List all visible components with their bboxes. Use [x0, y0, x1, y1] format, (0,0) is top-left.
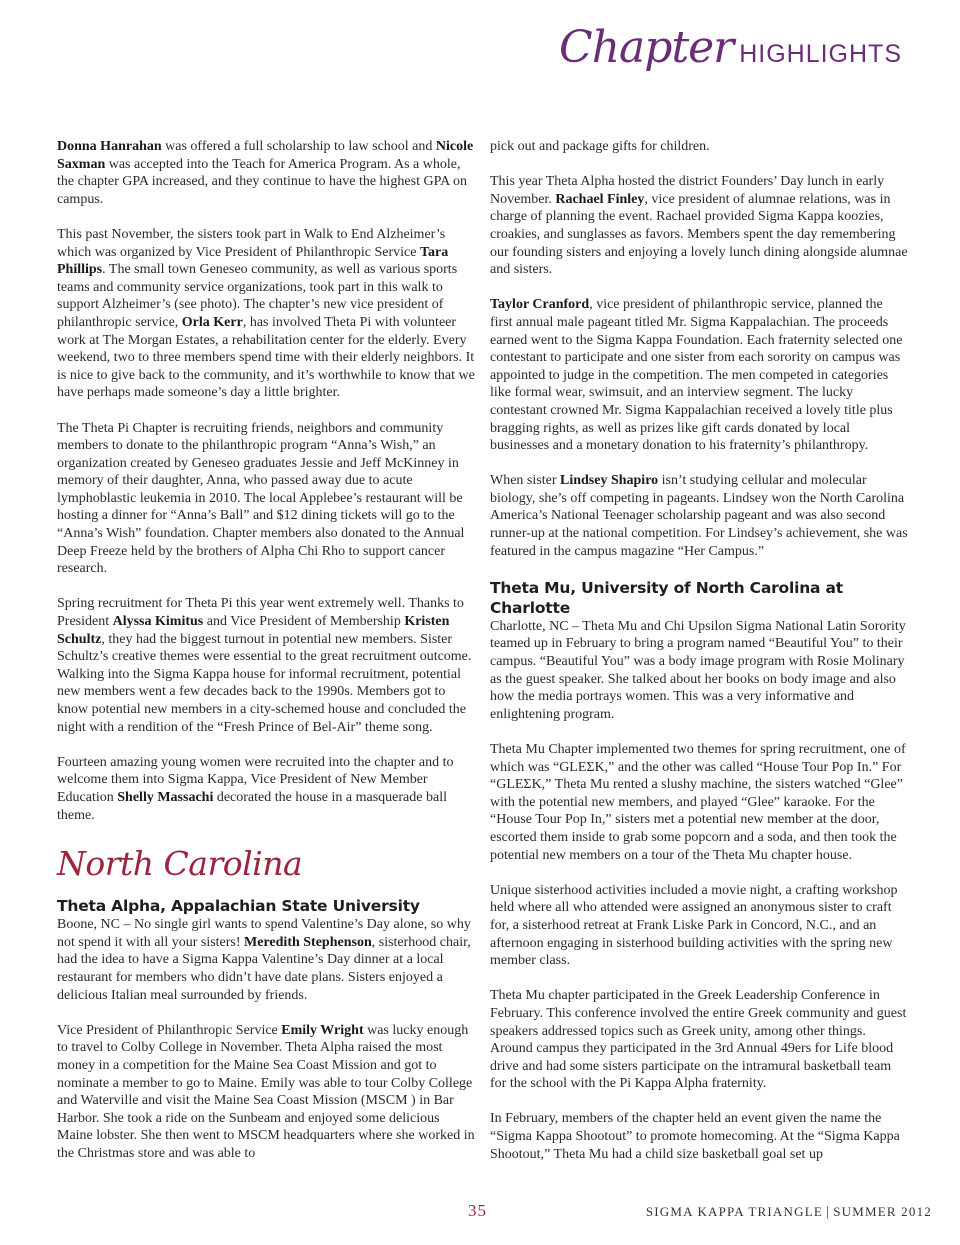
- person-name: Rachael Finley: [555, 191, 645, 207]
- paragraph: [57, 1022, 475, 1163]
- person-name: Emily Wright: [281, 1022, 364, 1038]
- right-column: [490, 138, 908, 1163]
- person-name: Kristen Schultz: [57, 614, 450, 647]
- paragraph: [57, 595, 475, 736]
- paragraph: Charlotte, NC – Theta Mu and Chi Upsilon Sigma National Latin Sorority teamed up in February to bring a program named “Beautiful You” to their campus. “Beautiful You” was a body image program with Rosie Molinary as the guest speaker. She talked about her books on body image and also how the media portrays women. This was a very informative and enlightening program.: [490, 618, 906, 722]
- page-number: 35: [468, 1201, 487, 1220]
- person-name: Orla Kerr: [181, 314, 243, 330]
- person-name: Donna Hanrahan: [57, 139, 162, 154]
- chapter-subheading: Theta Mu, University of North Carolina at Charlotte: [490, 578, 843, 617]
- paragraph: [490, 296, 908, 454]
- text-run: Boone, NC – No single girl wants to spend Valentine’s Day alone, so why not spend it with all your sisters!: [57, 917, 471, 950]
- chapter-subheading: Theta Alpha, Appalachian State University: [57, 897, 420, 916]
- text-run: , has involved Theta Pi with volunteer work at The Morgan Estates, a rehabilitation center for the elderly. Every weekend, two to three members spend time with their elderly neighbors. It is nice to give back to the community, and it’s worthwhile to know that we have perhaps made someone’s day a little brighter.: [57, 314, 475, 401]
- footer-separator: |: [825, 1204, 831, 1220]
- left-column: [57, 138, 475, 1162]
- text-run: , vice president of philanthropic service, planned the first annual male pageant titled Mr. Sigma Kappalachian. The proceeds earned went to the Sigma Kappa Foundation. Each fraternity selected one contestant to participate and one sister from each sorority on campus was appointed to judge in the competition. The men competed in categories like formal wear, swimsuit, and an interview segment. The lucky contestant crowned Mr. Sigma Kappalachian received a lovely title plus bragging rights, as well as prizes like gift cards donated by local businesses and a monetary donation to his fraternity’s philanthropy.: [490, 297, 903, 454]
- person-name: Meredith Stephenson: [244, 934, 372, 950]
- text-run: was lucky enough to travel to Colby College in November. Theta Alpha raised the most money in a competition for the Maine Sea Coast Mission and got to nominate a member to go to Maine. Emily was able to tour Colby College and Waterville and visit the Maine Sea Coast Mission (MSCM ) in Bar Harbor. She took a ride on the Sunbeam and enjoyed some delicious Maine lobster. She then went to MSCM headquarters where she worked in the Christmas store and was able to: [57, 1022, 475, 1161]
- text-run: This year Theta Alpha hosted the district Founders’ Day lunch in early November.: [490, 174, 885, 207]
- person-name: Tara Phillips: [57, 244, 449, 278]
- paragraph: Theta Mu chapter participated in the Greek Leadership Conference in February. This conference involved the entire Greek community and guest speakers addressed topics such as Greek unity, among other things. Around campus they participated in the 3rd Annual 49ers for Life blood drive and had some sisters participate on the intramural basketball team for the school with the Pi Kappa Alpha fraternity.: [490, 988, 907, 1092]
- text-run: isn’t studying cellular and molecular biology, she’s off competing in pageants. Lindsey won the North Carolina America’s National Teenager scholarship pageant and was also second runner-up at the national competition. For Lindsey’s achievement, she was featured in the campus magazine “Her Campus.”: [490, 473, 908, 559]
- paragraph: Unique sisterhood activities included a movie night, a crafting workshop held where all who attended were assigned an anonymous sister to craft for, a sisterhood retreat at Frank Liske Park in Concord, N.C., and an afternoon engaging in sisterhood building activities with the spring new member class.: [490, 882, 898, 969]
- magazine-title: SIGMA KAPPA TRIANGLE: [645, 1204, 823, 1219]
- text-run: , sisterhood chair, had the idea to have a Sigma Kappa Valentine’s Day dinner at a local restaurant for members who didn’t have date plans. Sisters enjoyed a delicious Italian meal surrounded by friends.: [57, 934, 471, 1003]
- text-run: decorated the house in a masquerade ball theme.: [57, 789, 447, 823]
- text-run: was offered a full scholarship to law school and: [161, 139, 436, 154]
- region-heading: North Carolina: [57, 844, 303, 884]
- header-script-word: Chapter: [559, 22, 734, 73]
- paragraph: [57, 226, 475, 402]
- paragraph: [57, 754, 475, 824]
- paragraph: pick out and package gifts for children.: [490, 139, 710, 154]
- issue-label: SUMMER 2012: [833, 1204, 932, 1219]
- person-name: Alyssa Kimitus: [112, 614, 204, 630]
- paragraph: Theta Mu Chapter implemented two themes for spring recruitment, one of which was “GLEΣK,” and the other was called “House Tour Pop In.” For “GLEΣK,” Theta Mu rented a slushy machine, the sisters watched “Glee” with the potential new members, and played “Glee” karaoke. For the “House Tour Pop In,” sisters met a potential new member at the door, escorted them inside to grab some popcorn and a soda, and then took the potential new members on a tour of the Theta Mu chapter house.: [490, 742, 906, 863]
- paragraph: [490, 173, 908, 279]
- text-run: This past November, the sisters took part in Walk to End Alzheimer’s which was organized by Vice President of Philanthropic Service: [57, 226, 446, 260]
- magazine-footer: [646, 1204, 932, 1221]
- text-run: When sister: [490, 473, 560, 489]
- text-run: , they had the biggest turnout in potential new members. Sister Schultz’s creative themes were essential to the great recruitment outcome. Walking into the Sigma Kappa house for informal recruitment, potential new members went a few decades back to the 1990s. Members got to know potential new members in a city-schemed house and concluded the night with a rendition of the “Fresh Prince of Bel-Air” theme song.: [57, 631, 472, 735]
- paragraph: The Theta Pi Chapter is recruiting friends, neighbors and community members to donate to the philanthropic program “Anna’s Wish,” an organization created by Geneseo graduates Jessie and Jeff McKinney in memory of their daughter, Anna, who passed away due to acute lymphoblastic leukemia in 2010. The local Applebee’s restaurant will be hosting a dinner for “Anna’s Ball” and $12 dining tickets will go to the “Anna’s Wish” foundation. Chapter members also donated to the Annual Deep Freeze held by the brothers of Alpha Chi Rho to support cancer research.: [57, 420, 465, 577]
- text-run: Fourteen amazing young women were recruited into the chapter and to welcome them into Sigma Kappa, Vice President of New Member Education: [57, 754, 454, 805]
- paragraph: [57, 138, 475, 208]
- text-run: . The small town Geneseo community, as well as various sports teams and community service organizations, took part in this walk to support Alzheimer’s (see photo). The chapter’s new vice president of philanthropic service,: [57, 262, 458, 330]
- person-name: Lindsey Shapiro: [559, 473, 659, 489]
- person-name: Nicole Saxman: [57, 139, 474, 172]
- text-run: was accepted into the Teach for America Program. As a whole, the chapter GPA increased, and they continue to have the highest GPA on campus.: [57, 156, 467, 207]
- text-run: Vice President of Philanthropic Service: [57, 1022, 282, 1038]
- person-name: Taylor Cranford: [490, 297, 590, 313]
- person-name: Shelly Massachi: [117, 789, 214, 805]
- text-run: , vice president of alumnae relations, was in charge of planning the event. Rachael provided Sigma Kappa koozies, croakies, and sunglasses as favors. Members spent the day remembering our founding sisters and enjoying a lovely lunch dining alongside alumnae and sisters.: [490, 191, 908, 278]
- text-run: Spring recruitment for Theta Pi this year went extremely well. Thanks to President: [57, 596, 464, 630]
- paragraph: [490, 472, 908, 560]
- paragraph: [57, 916, 475, 1004]
- text-run: and Vice President of Membership: [203, 614, 405, 630]
- header-caps-word: HIGHLIGHTS: [739, 40, 902, 68]
- section-header: [559, 22, 902, 73]
- paragraph: In February, members of the chapter held an event given the name the “Sigma Kappa Shootout” to promote homecoming. At the “Sigma Kappa Shootout,” Theta Mu had a child size basketball goal set up: [490, 1111, 900, 1162]
